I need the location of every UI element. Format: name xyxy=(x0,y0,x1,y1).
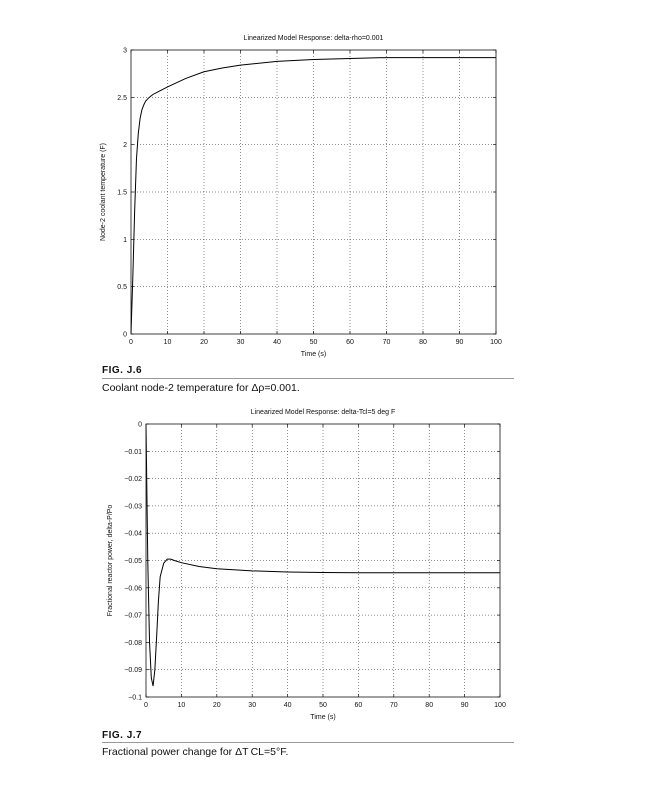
chart-1-xtick-label: 0 xyxy=(129,339,133,346)
figure-1-caption: Coolant node-2 temperature for Δρ=0.001. xyxy=(102,382,300,394)
chart-1 xyxy=(0,28,648,363)
chart-2-ytick-label: −0.08 xyxy=(124,639,142,647)
chart-1-xtick-label: 20 xyxy=(200,339,208,346)
chart-1-xtick-label: 60 xyxy=(346,339,354,346)
chart-1-xtick-label: 70 xyxy=(382,339,391,346)
chart-2-xtick-label: 70 xyxy=(389,702,398,709)
chart-1-ylabel: Node-2 coolant temperature (F) xyxy=(100,142,107,242)
figure-2-rule xyxy=(102,742,514,743)
chart-1-xtick-label: 80 xyxy=(419,339,427,346)
figure-1-label: FIG. J.6 xyxy=(102,365,143,376)
chart-1-xtick-label: 50 xyxy=(309,339,318,346)
chart-2-xtick-label: 30 xyxy=(248,702,257,709)
chart-2-ytick-label: −0.1 xyxy=(128,694,142,702)
chart-1-grid-group xyxy=(131,50,496,334)
chart-2-ytick-label: −0.04 xyxy=(124,530,142,538)
chart-2 xyxy=(0,402,648,732)
chart-2-ytick-label: −0.02 xyxy=(124,476,142,484)
chart-2-xtick-label: 100 xyxy=(494,702,506,709)
chart-2-xtick-label: 50 xyxy=(319,702,327,709)
chart-1-xtick-label: 90 xyxy=(455,339,464,346)
chart-1-ytick-label: 3 xyxy=(123,47,127,55)
chart-1-curve-group xyxy=(131,58,496,334)
chart-2-xtick-label: 80 xyxy=(425,702,434,709)
chart-1-xtick-label: 10 xyxy=(163,339,172,346)
chart-1-ytick-label: 2 xyxy=(123,142,127,150)
chart-1-title: Linearized Model Response: delta-rho=0.001 xyxy=(243,35,384,42)
chart-2-xtick-label: 40 xyxy=(283,702,292,709)
chart-2-ytick-label: −0.03 xyxy=(124,503,142,511)
chart-1-xtick-label: 40 xyxy=(273,339,281,346)
chart-1-ytick-label: 0 xyxy=(123,331,127,339)
chart-1-ytick-label: 0.5 xyxy=(117,284,127,292)
chart-1-xtick-label: 30 xyxy=(236,339,245,346)
chart-2-xtick-label: 0 xyxy=(144,702,148,709)
chart-2-title: Linearized Model Response: delta-Tcl=5 deg F xyxy=(250,409,396,416)
figure-2-caption: Fractional power change for ΔT CL=5°F. xyxy=(102,746,289,758)
chart-1-xlabel: Time (s) xyxy=(300,351,327,358)
figure-1-rule xyxy=(102,378,514,379)
chart-2-xtick-label: 20 xyxy=(212,702,221,709)
chart-2-ytick-label: −0.06 xyxy=(124,585,142,593)
chart-2-xtick-label: 90 xyxy=(460,702,469,709)
chart-1-xtick-label: 100 xyxy=(490,339,502,346)
chart-1-ytick-label: 1 xyxy=(123,236,127,244)
chart-2-ytick-label: −0.09 xyxy=(124,667,142,675)
chart-2-ylabel: Fractional reactor power, delta-P/Po xyxy=(107,504,114,617)
chart-1-ytick-label: 1.5 xyxy=(117,189,127,197)
chart-2-grid-group xyxy=(146,424,500,697)
chart-1-ytick-label: 2.5 xyxy=(117,94,127,102)
chart-1-ticks-group xyxy=(117,48,502,347)
chart-2-ytick-label: −0.01 xyxy=(124,448,142,456)
chart-2-xtick-label: 10 xyxy=(177,702,186,709)
chart-1-series-line xyxy=(131,58,496,334)
chart-2-ytick-label: 0 xyxy=(138,421,142,429)
figure-2-label: FIG. J.7 xyxy=(102,730,143,741)
chart-2-ytick-label: −0.05 xyxy=(124,558,142,565)
chart-2-xtick-label: 60 xyxy=(354,702,363,709)
chart-2-xlabel: Time (s) xyxy=(310,714,336,721)
chart-2-ytick-label: −0.07 xyxy=(124,612,142,620)
